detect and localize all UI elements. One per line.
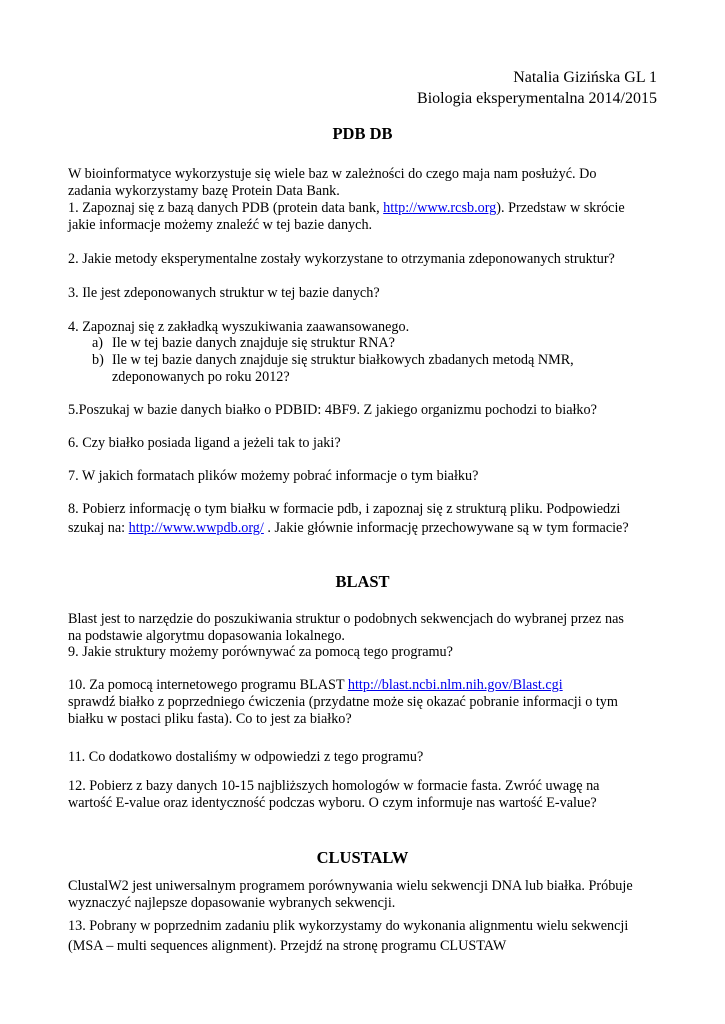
question-4b-line-2: zdeponowanych po roku 2012?	[112, 369, 290, 385]
course-line: Biologia eksperymentalna 2014/2015	[417, 90, 657, 107]
question-8-text: szukaj na:	[68, 520, 129, 536]
question-6: 6. Czy białko posiada ligand a jeżeli tak to jaki?	[68, 435, 341, 451]
section-title-clustalw: CLUSTALW	[316, 848, 409, 867]
question-10-text: 10. Za pomocą internetowego programu BLAST	[68, 677, 348, 693]
question-13-line-2: (MSA – multi sequences alignment). Przejdź na stronę programu CLUSTAW	[68, 938, 507, 954]
question-7: 7. W jakich formatach plików możemy pobrać informacje o tym białku?	[68, 468, 479, 484]
clustalw-intro-line-2: wyznaczyć najlepsze dopasowanie wybranych sekwencji.	[68, 895, 396, 911]
question-8-line-2	[68, 520, 629, 537]
question-10-line-3: białku w postaci pliku fasta). Co to jest za białko?	[68, 711, 352, 727]
blast-intro-line-1: Blast jest to narzędzie do poszukiwania struktur o podobnych sekwencjach do wybranej przez nas	[68, 611, 624, 627]
question-8: 8. Pobierz informację o tym białku w formacie pdb, i zapoznaj się z strukturą pliku. Podpowiedzi	[68, 501, 621, 517]
author-line: Natalia Gizińska GL 1	[513, 69, 657, 86]
question-4: 4. Zapoznaj się z zakładką wyszukiwania zaawansowanego.	[68, 319, 410, 335]
question-8-text-after: . Jakie głównie informację przechowywane są w tym formacie?	[263, 520, 629, 536]
question-1-line-2: jakie informacje możemy znaleźć w tej bazie danych.	[68, 217, 373, 233]
section-title-blast: BLAST	[335, 572, 390, 591]
question-2: 2. Jakie metody eksperymentalne zostały wykorzystane to otrzymania zdeponowanych struktur?	[68, 251, 615, 267]
blast-link[interactable]: http://blast.ncbi.nlm.nih.gov/Blast.cgi	[347, 677, 563, 693]
question-5: 5.Poszukaj w bazie danych białko o PDBID: 4BF9. Z jakiego organizmu pochodzi to białko?	[68, 402, 597, 418]
question-10	[68, 677, 563, 694]
clustalw-intro-line-1: ClustalW2 jest uniwersalnym programem porównywania wielu sekwencji DNA lub białka. Próbuje	[68, 878, 633, 894]
question-4a	[92, 335, 395, 352]
question-12-line-2: wartość E-value oraz identyczność podczas wyboru. O czym informuje nas wartość E-value?	[68, 795, 597, 811]
question-1-text: 1. Zapoznaj się z bazą danych PDB (protein data bank,	[68, 200, 384, 216]
question-4a-text: Ile w tej bazie danych znajduje się struktur RNA?	[112, 335, 395, 351]
question-13: 13. Pobrany w poprzednim zadaniu plik wykorzystamy do wykonania alignmentu wielu sekwencji	[68, 918, 629, 934]
list-marker-b: b)	[92, 352, 104, 368]
wwpdb-link[interactable]: http://www.wwpdb.org/	[128, 520, 264, 536]
rcsb-link[interactable]: http://www.rcsb.org	[383, 200, 497, 216]
question-3: 3. Ile jest zdeponowanych struktur w tej bazie danych?	[68, 285, 380, 301]
list-marker-a: a)	[92, 335, 104, 351]
pdb-intro-line-1: W bioinformatyce wykorzystuje się wiele baz w zależności do czego maja nam posłużyć. Do	[68, 166, 597, 182]
question-11: 11. Co dodatkowo dostaliśmy w odpowiedzi z tego programu?	[68, 749, 424, 765]
section-title-pdb: PDB DB	[332, 124, 393, 143]
pdb-intro-line-2: zadania wykorzystamy bazę Protein Data Bank.	[68, 183, 340, 199]
question-12: 12. Pobierz z bazy danych 10-15 najbliższych homologów w formacie fasta. Zwróć uwagę na	[68, 778, 600, 794]
blast-intro-line-2: na podstawie algorytmu dopasowania lokalnego.	[68, 628, 345, 644]
question-4b	[92, 352, 574, 369]
question-10-line-2: sprawdź białko z poprzedniego ćwiczenia (przydatne może się okazać pobranie informacji o tym	[68, 694, 618, 710]
question-9: 9. Jakie struktury możemy porównywać za pomocą tego programu?	[68, 644, 453, 660]
question-1	[68, 200, 625, 217]
question-4b-text: Ile w tej bazie danych znajduje się struktur białkowych zbadanych metodą NMR,	[112, 352, 574, 368]
question-1-text-after: ). Przedstaw w skrócie	[496, 200, 625, 216]
